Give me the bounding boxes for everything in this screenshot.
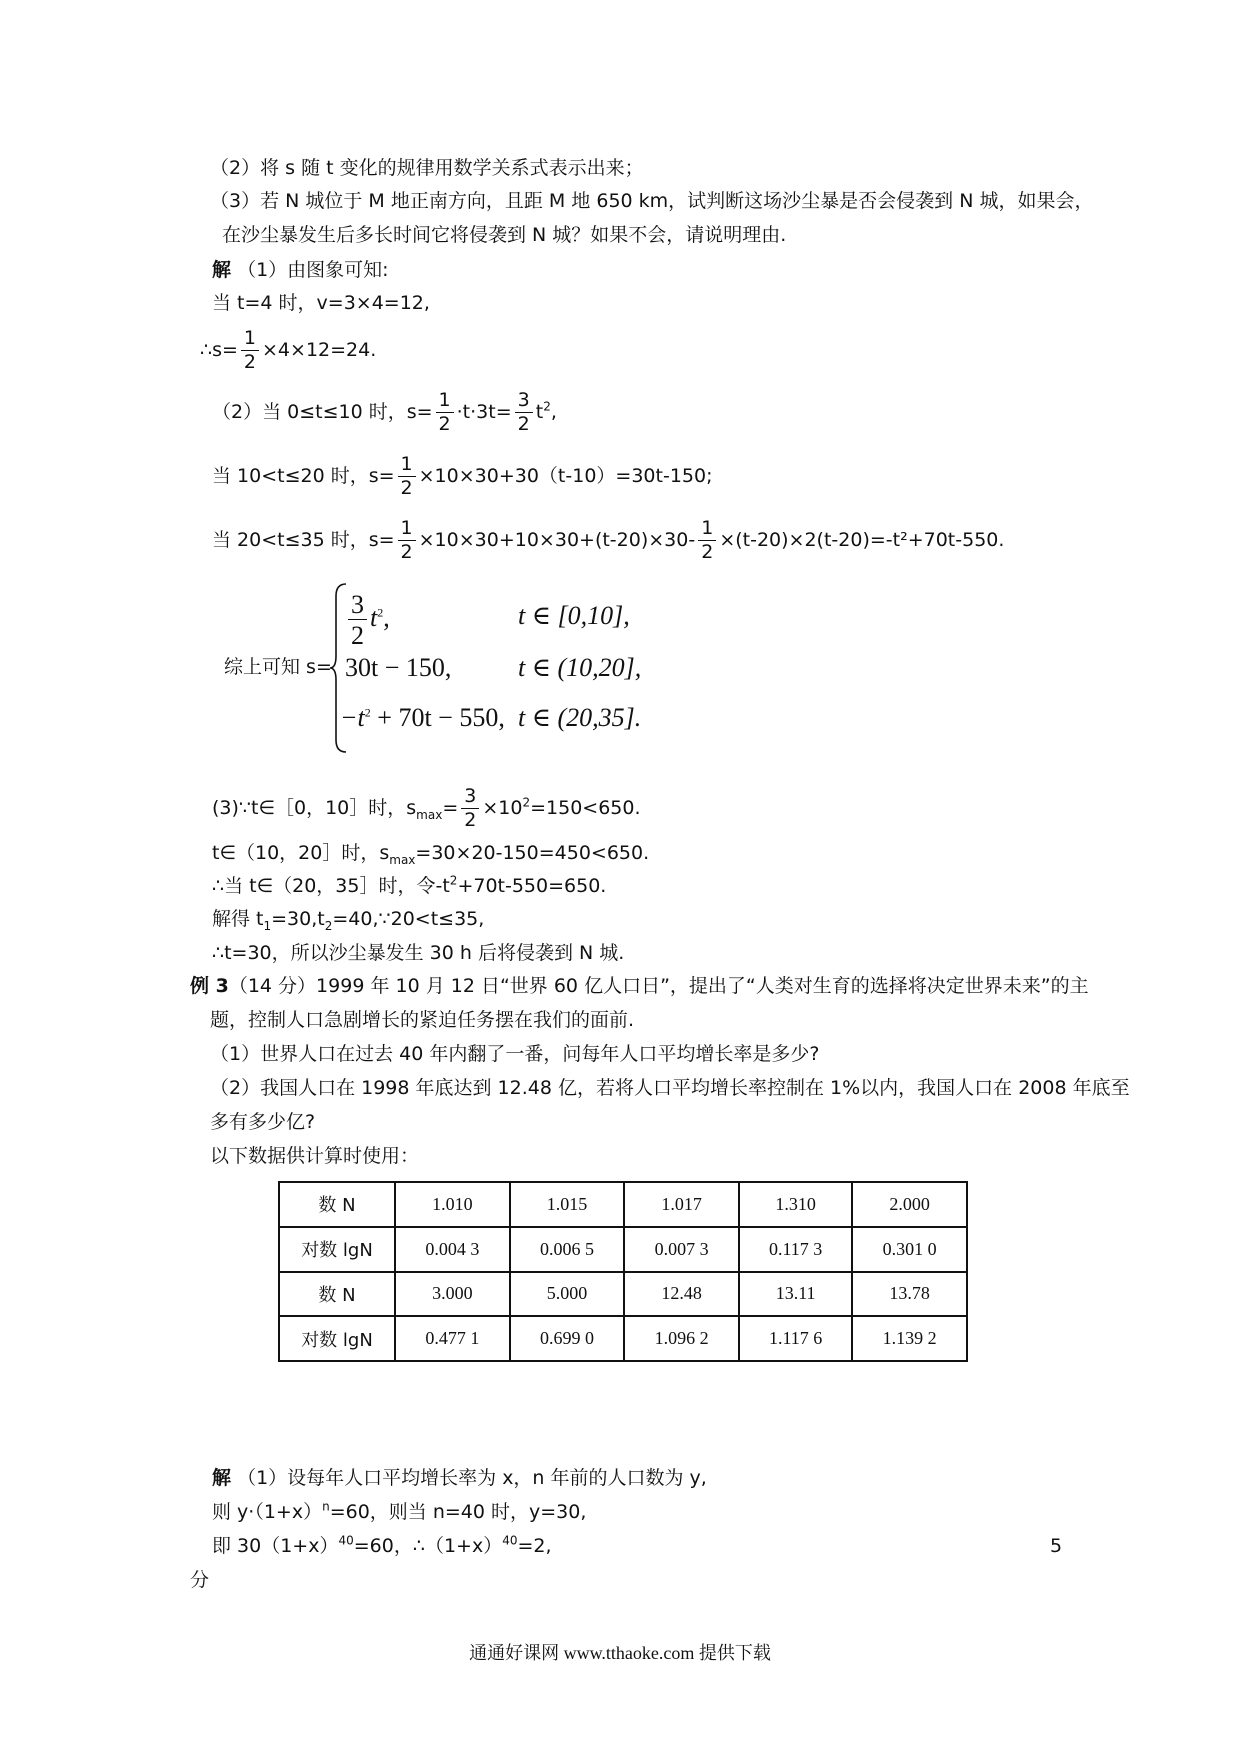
table-cell: 1.096 2 — [624, 1316, 739, 1361]
table-row — [279, 1227, 967, 1272]
table-row — [279, 1182, 967, 1227]
line1-prefix: (3)∵t∈［0，10］时，s — [212, 797, 417, 819]
problem-q2: （2）将 s 随 t 变化的规律用数学关系式表示出来； — [210, 157, 644, 179]
case-1-expression: t — [370, 603, 378, 632]
table-cell: 1.015 — [510, 1182, 625, 1227]
table-cell: 0.006 5 — [510, 1227, 625, 1272]
page-footer: 通通好课网 www.tthaoke.com 提供下载 — [469, 1643, 771, 1663]
table-cell: 0.117 3 — [739, 1227, 852, 1272]
solution-1-line1: 当 t=4 时，v=3×4=12, — [212, 292, 430, 314]
fraction-three-halves: $\frac{3}{2}$ — [461, 787, 479, 831]
example-3-q1: （1）世界人口在过去 40 年内翻了一番，问每年人口平均增长率是多少? — [210, 1043, 820, 1065]
example-3-line1: 例 3（14 分）1999 年 10 月 12 日“世界 60 亿人口日”，提出了“人类对生育的选择将决定世界未来”的主 — [190, 975, 1089, 997]
example-3-solution-heading: 解 （1）设每年人口平均增长率为 x，n 年前的人口数为 y, — [212, 1467, 707, 1489]
fraction-one-half: $\frac{1}{2}$ — [398, 455, 416, 499]
formula-suffix: ×4×12=24. — [262, 339, 377, 361]
solution-1-heading-text: （1）由图象可知: — [237, 259, 389, 281]
example-3-solution-line3: 即 $30(1+x)^{40}=60$，$\therefore(1+x)^{40}=2$, — [212, 1533, 552, 1557]
logarithm-table — [278, 1181, 968, 1362]
table-cell: 13.78 — [852, 1272, 967, 1317]
case-3-expression: −t — [340, 703, 365, 732]
case-c-suffix: ×(t-20)×2(t-20)=-t²+70t-550. — [719, 529, 1005, 551]
table-row — [279, 1316, 967, 1361]
fraction-one-half: $\frac{1}{2}$ — [436, 391, 454, 435]
piecewise-domain-1: t ∈ [0,10], — [518, 601, 630, 630]
solution-1-line2 — [200, 320, 376, 380]
table-cell: 0.301 0 — [852, 1227, 967, 1272]
solution-2-case-a: （2）当 0≤t≤10 时，s= $\frac{1}{2}$ ·t·3t= $\frac{3}{2}$ $t^2$, — [212, 388, 557, 435]
solution-label: 解 — [212, 259, 232, 281]
problem-q3-line1: （3）若 N 城位于 M 地正南方向，且距 M 地 650 km，试判断这场沙尘暴是否会侵袭到 N 城，如果会， — [210, 190, 1094, 212]
example-3-q2-line1: （2）我国人口在 1998 年底达到 12.48 亿，若将人口平均增长率控制在 1%以内，我国人口在 2008 年底至 — [210, 1077, 1130, 1099]
fraction-three-halves: $\frac{3}{2}$ — [348, 591, 367, 650]
problem-q3-line2: 在沙尘暴发生后多长时间它将侵袭到 N 城？如果不会，请说明理由. — [222, 224, 787, 246]
example-label: 例 3 — [190, 975, 229, 997]
table-row-header: 对数 lgN — [279, 1227, 395, 1272]
fraction-one-half: $\frac{1}{2}$ — [241, 329, 259, 373]
table-cell: 1.117 6 — [739, 1316, 852, 1361]
solution-2-case-b — [212, 446, 712, 506]
table-cell: 13.11 — [739, 1272, 852, 1317]
solution-3-line1: (3)∵t∈［0，10］时，$s_{max}=$ $\frac{3}{2}$ $\times 10^2=150<650$. — [212, 784, 641, 831]
formula-prefix: ∴s= — [200, 339, 238, 361]
solution-label: 解 — [212, 1467, 232, 1489]
example-3-solution-line2: 则 $y\cdot(1+x)^n=60$，则当 n=40 时，y=30, — [212, 1499, 587, 1523]
table-cell: 5.000 — [510, 1272, 625, 1317]
fraction-three-halves: $\frac{3}{2}$ — [515, 391, 533, 435]
table-cell: 1.139 2 — [852, 1316, 967, 1361]
case-b-prefix: 当 10<t≤20 时，s= — [212, 465, 395, 487]
table-cell: 3.000 — [395, 1272, 510, 1317]
piecewise-case-3: $-t^2 + 70t - 550$, — [340, 703, 505, 732]
solution-2-case-c — [212, 510, 1004, 570]
table-row-header: 对数 lgN — [279, 1316, 395, 1361]
table-cell: 0.004 3 — [395, 1227, 510, 1272]
score-number: 5 — [1050, 1535, 1063, 1557]
table-cell: 0.007 3 — [624, 1227, 739, 1272]
table-cell: 1.310 — [739, 1182, 852, 1227]
piecewise-domain-2: t ∈ (10,20], — [518, 653, 642, 682]
case-a-prefix: （2）当 0≤t≤10 时，s= — [212, 401, 433, 423]
table-cell: 0.477 1 — [395, 1316, 510, 1361]
solution-3-line4: 解得 $t_1=30,t_2=40,\because 20<t\le 35$, — [212, 908, 485, 933]
example-3-q2-line2: 多有多少亿? — [210, 1111, 316, 1133]
table-cell: 12.48 — [624, 1272, 739, 1317]
example-3-data-note: 以下数据供计算时使用： — [210, 1145, 420, 1167]
case-c-prefix: 当 20<t≤35 时，s= — [212, 529, 395, 551]
example-3-line2: 题，控制人口急剧增长的紧迫任务摆在我们的面前. — [210, 1009, 635, 1031]
solution-3-line3: ∴当 t∈（20，35］时，令$-t^2+70t-550=650$. — [212, 873, 607, 897]
table-row-header: 数 N — [279, 1182, 395, 1227]
table-cell: 1.010 — [395, 1182, 510, 1227]
case-3-expression-rest: + 70t − 550, — [370, 703, 505, 732]
solution-1-heading — [212, 257, 389, 283]
table-cell: 2.000 — [852, 1182, 967, 1227]
summary-label: 综上可知 s= — [224, 656, 332, 678]
fraction-one-half: $\frac{1}{2}$ — [398, 519, 416, 563]
table-cell: 1.017 — [624, 1182, 739, 1227]
table-cell: 0.699 0 — [510, 1316, 625, 1361]
case-c-mid: ×10×30+10×30+(t-20)×30- — [418, 529, 696, 551]
score-unit: 分 — [190, 1569, 210, 1591]
piecewise-case-1: $\frac{3}{2}$ $t^2$, — [345, 588, 390, 649]
piecewise-domain-3: t ∈ (20,35]. — [518, 703, 642, 732]
solution-3-line2: t∈（10，20］时，$s_{max}=30\times 20-150=450<650$. — [212, 842, 650, 867]
fraction-one-half: $\frac{1}{2}$ — [698, 519, 716, 563]
case-a-suffix: t — [535, 401, 544, 423]
solution-3-line5: ∴t=30，所以沙尘暴发生 30 h 后将侵袭到 N 城. — [212, 942, 625, 964]
case-a-mid: ·t·3t= — [456, 401, 512, 423]
piecewise-case-2: 30t − 150, — [345, 653, 452, 682]
table-row-header: 数 N — [279, 1272, 395, 1317]
table-row — [279, 1272, 967, 1317]
case-b-suffix: ×10×30+30（t-10）=30t-150; — [418, 465, 713, 487]
